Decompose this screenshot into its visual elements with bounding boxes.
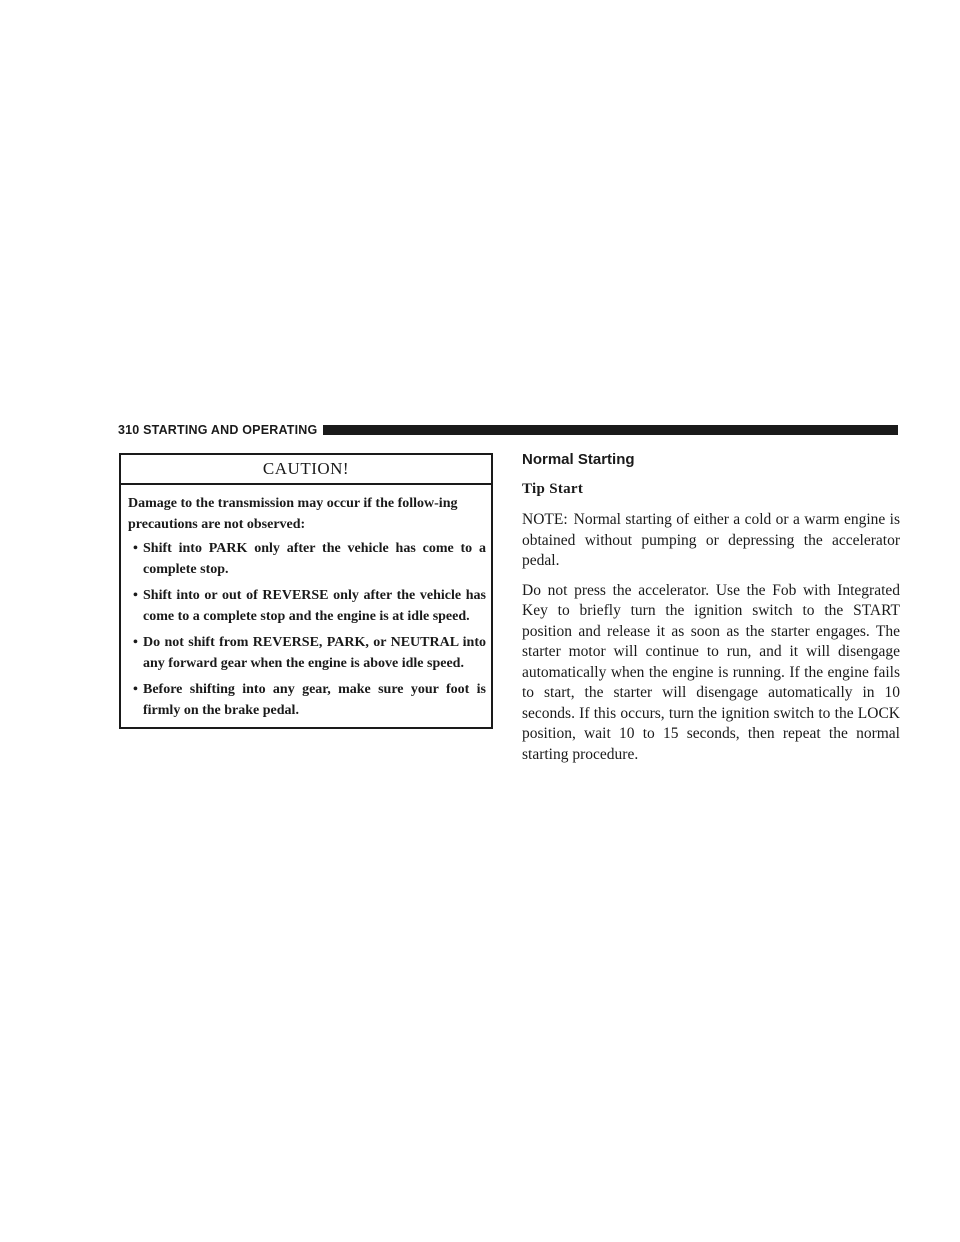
bullet-icon: • — [133, 682, 138, 697]
bullet-icon: • — [133, 588, 138, 603]
paragraph-text: press the accelerator. Use the Fob with Integrated Key to briefly turn the ignition switch to the START position and release it as soon as the starter engages. The starter motor will continue to run, and it will disengage automatically when the engine is running. If the engine fails to start, the starter will disengage automatically in 10 seconds. If this occurs, turn the ignition switch to the LOCK position, wait 10 to 15 seconds, then repeat the normal starting procedure. — [522, 581, 901, 763]
page-header — [118, 423, 898, 437]
caution-title: CAUTION! — [121, 455, 491, 485]
subheading: Tip Start — [522, 481, 584, 497]
note-paragraph — [522, 510, 900, 572]
caution-intro: Damage to the transmission may occur if the follow-ing precautions are not observed: — [128, 496, 458, 532]
caution-bullet-text: Do not shift from REVERSE, PARK, or NEUTRAL into any forward gear when the engine is above idle speed. — [143, 635, 486, 671]
caution-bullet — [128, 585, 486, 627]
main-column — [522, 451, 900, 774]
header-rule — [323, 425, 898, 435]
caution-bullet — [128, 538, 486, 580]
caution-bullet-text: Shift into PARK only after the vehicle has come to a complete stop. — [143, 541, 486, 577]
caution-bullet — [128, 679, 486, 721]
caution-box — [119, 453, 493, 729]
caution-body — [121, 485, 491, 721]
note-text: Normal starting of either a cold or a warm engine is obtained without pumping or depressing the accelerator pedal. — [522, 511, 900, 569]
page-number-section-label: 310 STARTING AND OPERATING — [118, 423, 318, 437]
note-label: NOTE: — [522, 511, 568, 528]
paragraph-lead: Do not — [522, 581, 568, 599]
bullet-icon: • — [133, 541, 138, 556]
caution-bullet-text: Shift into or out of REVERSE only after the vehicle has come to a complete stop and the engine is at idle speed. — [143, 588, 486, 624]
section-title: Normal Starting — [522, 451, 635, 468]
caution-bullet-text: Before shifting into any gear, make sure your foot is firmly on the brake pedal. — [143, 682, 486, 718]
body-paragraph — [522, 581, 900, 766]
caution-bullet — [128, 632, 486, 674]
bullet-icon: • — [133, 635, 138, 650]
